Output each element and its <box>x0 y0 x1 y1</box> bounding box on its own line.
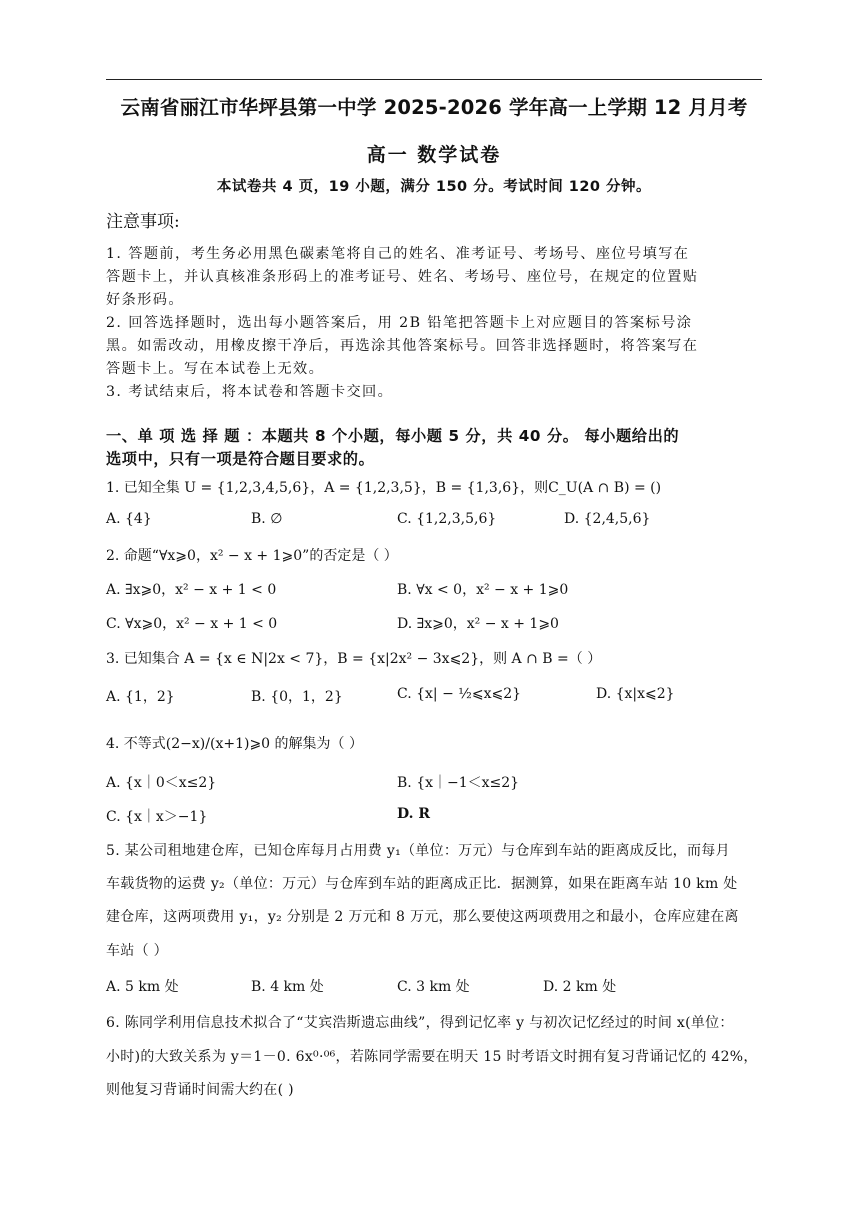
question-2-option-c: C. ∀x⩾0，x² − x + 1 < 0 <box>106 616 278 632</box>
question-5-option-b: B. 4 km 处 <box>251 979 324 995</box>
notes-line: 黑。如需改动，用橡皮擦干净后，再选涂其他答案标号。回答非选择题时，将答案写在 <box>106 338 699 354</box>
question-1-option-d: D. {2,4,5,6} <box>564 511 651 527</box>
notes-line: 2. 回答选择题时，选出每小题答案后，用 2B 铅笔把答题卡上对应题目的答案标号涂 <box>106 315 693 331</box>
question-5-option-a: A. 5 km 处 <box>106 979 179 995</box>
question-1-option-c: C. {1,2,3,5,6} <box>397 511 497 527</box>
top-rule <box>106 79 762 80</box>
question-1-stem: 1. 已知全集 U = {1,2,3,4,5,6}，A = {1,2,3,5}，B = {1,3,6}，则C_U(A ∩ B) = () <box>106 480 662 496</box>
question-5-line: 车站（ ） <box>106 943 168 959</box>
section-heading: 选项中，只有一项是符合题目要求的。 <box>106 450 375 468</box>
question-3-option-b: B. {0，1，2} <box>251 689 343 705</box>
exam-title: 云南省丽江市华坪县第一中学 2025-2026 学年高一上学期 12 月月考 <box>120 96 748 119</box>
notes-line: 3. 考试结束后，将本试卷和答题卡交回。 <box>106 384 394 400</box>
question-5-line: 车载货物的运费 y₂（单位：万元）与仓库到车站的距离成正比．据测算，如果在距离车站 10 km 处 <box>106 876 738 892</box>
question-3-option-d: D. {x|x⩽2} <box>596 686 675 702</box>
question-2-option-d: D. ∃x⩾0，x² − x + 1⩾0 <box>397 616 559 632</box>
question-5-line: 5. 某公司租地建仓库，已知仓库每月占用费 y₁（单位：万元）与仓库到车站的距离成反比，而每月 <box>106 843 730 859</box>
exam-subtitle: 高一 数学试卷 <box>366 144 502 166</box>
question-4-option-d: D. R <box>397 806 431 822</box>
question-2-stem: 2. 命题“∀x⩾0，x² − x + 1⩾0”的否定是（ ） <box>106 548 398 564</box>
notes-line: 好条形码。 <box>106 292 184 308</box>
question-1-option-b: B. ∅ <box>251 511 283 527</box>
notes-line: 答题卡上。写在本试卷上无效。 <box>106 361 325 377</box>
notes-line: 1. 答题前，考生务必用黑色碳素笔将自己的姓名、准考证号、考场号、座位号填写在 <box>106 246 690 262</box>
question-4-option-c: C. {x｜x＞−1} <box>106 809 208 825</box>
question-4-stem: 4. 不等式(2−x)/(x+1)⩾0 的解集为（ ） <box>106 736 363 752</box>
question-6-line: 6. 陈同学利用信息技术拟合了“艾宾浩斯遗忘曲线”，得到记忆率 y 与初次记忆经过的时间 x(单位： <box>106 1015 734 1031</box>
question-1-option-a: A. {4} <box>106 511 152 527</box>
question-3-stem: 3. 已知集合 A = {x ∈ N|2x < 7}，B = {x|2x² − 3x⩽2}，则 A ∩ B =（ ） <box>106 651 602 667</box>
question-4-option-a: A. {x｜0＜x≤2} <box>106 775 217 791</box>
question-2-option-a: A. ∃x⩾0，x² − x + 1 < 0 <box>106 582 277 598</box>
exam-info: 本试卷共 4 页，19 小题，满分 150 分。考试时间 120 分钟。 <box>216 179 652 195</box>
question-4-option-b: B. {x｜−1＜x≤2} <box>397 775 520 791</box>
notes-line: 答题卡上，并认真核准条形码上的准考证号、姓名、考场号、座位号，在规定的位置贴 <box>106 269 699 285</box>
question-3-option-c: C. {x| − ½⩽x⩽2} <box>397 686 522 702</box>
question-5-option-c: C. 3 km 处 <box>397 979 470 995</box>
question-6-line: 小时)的大致关系为 y＝1－0. 6x⁰·⁰⁶，若陈同学需要在明天 15 时考语文时拥有复习背诵记忆的 42%， <box>106 1049 758 1065</box>
question-6-line: 则他复习背诵时间需大约在( ) <box>106 1082 294 1098</box>
question-5-option-d: D. 2 km 处 <box>543 979 617 995</box>
question-2-option-b: B. ∀x < 0，x² − x + 1⩾0 <box>397 582 569 598</box>
question-3-option-a: A. {1，2} <box>106 689 175 705</box>
section-heading: 一、单 项 选 择 题 ：本题共 8 个小题，每小题 5 分，共 40 分。 每小题给出的 <box>106 427 680 445</box>
notes-title: 注意事项: <box>106 212 180 232</box>
question-5-line: 建仓库，这两项费用 y₁，y₂ 分别是 2 万元和 8 万元，那么要使这两项费用之和最小，仓库应建在离 <box>106 909 739 925</box>
